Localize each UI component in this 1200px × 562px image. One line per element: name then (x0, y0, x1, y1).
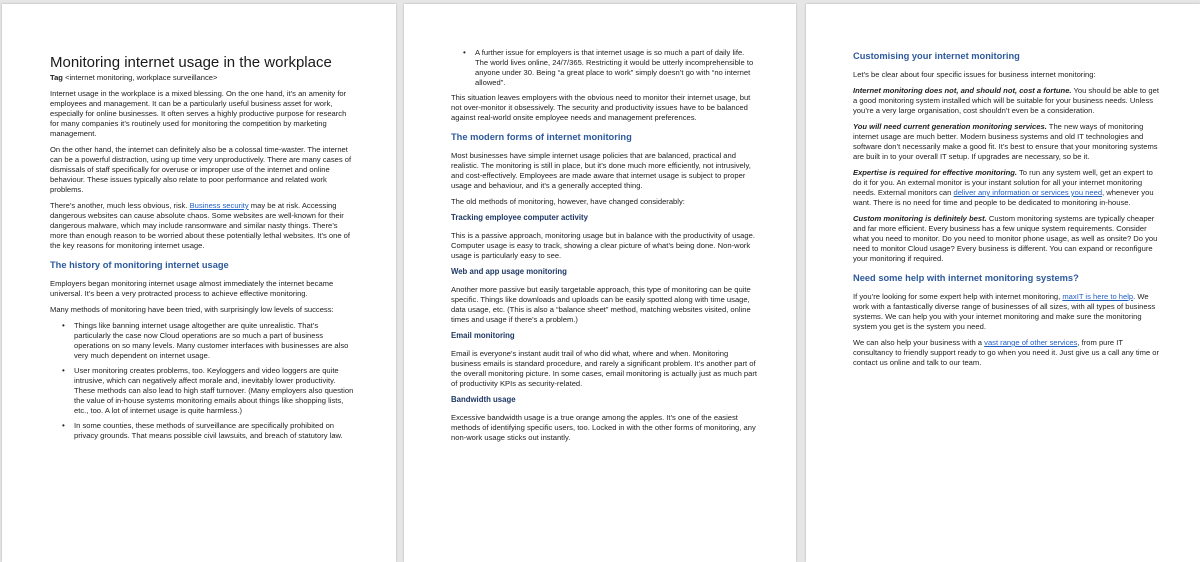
document-page-3 (806, 4, 1200, 562)
paragraph: Let’s be clear about four specific issues for business internet monitoring: (853, 70, 1096, 79)
text-span: You should be able to get a good monitoring system installed which will be suitable for your business needs. Unless you’re a very large organisation, cost shouldn’t even be a consideration. (853, 86, 1159, 115)
text-span: We can also help your business with a (853, 338, 985, 347)
paragraph: This is a passive approach, monitoring usage but in balance with the productivity of usage. Computer usage is easy to track, showing a clear picture of what’s being done. Non-work usage is particularly easy to see. (451, 231, 755, 260)
heading-web-app: Web and app usage monitoring (451, 267, 567, 276)
heading-email: Email monitoring (451, 331, 515, 340)
text-span: If you’re looking for some expert help with internet monitoring, (853, 292, 1063, 301)
deliver-services-link[interactable]: deliver any information or services you need (953, 188, 1103, 197)
bullet-list (50, 321, 354, 441)
document-title: Monitoring internet usage in the workplace (50, 54, 332, 71)
list-item: • Things like banning internet usage altogether are quite unrealistic. That’s particularly the case now Cloud operations are so much a part of business operations on so many levels. Many customer interfaces with businesses are also very much dependent on internet usage. (74, 321, 354, 361)
bold-lead: You will need current generation monitoring services. (853, 122, 1047, 131)
heading-modern-forms: The modern forms of internet monitoring (451, 132, 632, 142)
heading-need-help: Need some help with internet monitoring systems? (853, 273, 1079, 283)
paragraph (853, 214, 1160, 264)
paragraph (853, 86, 1160, 116)
bold-lead: Expertise is required for effective monitoring. (853, 168, 1018, 177)
tag-value: <internet monitoring, workplace surveillance> (65, 73, 218, 82)
text-span: Custom monitoring systems are typically cheaper and far more efficient. Every business has a few unique system requirements. Consider what you need to monitor. Do you need to monitor phone usage, as well as onsite? Do you need to monitor Cloud usage? Every business is different. You can expand or reconfigure your monitoring if required. (853, 214, 1158, 263)
tag-line (50, 73, 354, 83)
paragraph: Employers began monitoring internet usage almost immediately the internet became universal. It’s been a very protracted process to achieve effective monitoring. (50, 279, 334, 298)
paragraph: Another more passive but easily targetable approach, this type of monitoring can be quite specific. Things like downloads and uploads can be easily spotted along with time usage, data usage, etc. (This is also a “balance sheet” method, matching websites visited, online times and usage if there’s a problem.) (451, 285, 751, 324)
paragraph: On the other hand, the internet can definitely also be a colossal time-waster. The internet can be a powerful distraction, using up time very unproductively. There are many cases of dismissals of staff specifically for overuse or improper use of the internet and online behaviour. These issues typically also relate to poor performance and related work problems. (50, 145, 352, 194)
paragraph: Many methods of monitoring have been tried, with surprisingly low levels of success: (50, 305, 334, 314)
paragraph: Internet usage in the workplace is a mixed blessing. On the one hand, it’s an amenity for employees and management. It can be a particularly useful business asset for work, especially for online businesses. It often serves a highly productive purpose for research for many companies it’s routinely used for monitoring the competition by marketing management. (50, 89, 347, 138)
text-span: To run any system well, get an expert to do it for you. An external monitor is your instant solution for all your internet monitoring needs. External monitors can (853, 168, 1153, 197)
bullet-list (451, 48, 758, 88)
text-span: . We work with a fantastically diverse range of businesses of all sizes, with all types of business systems. We can help you with your internet monitoring and make sure the monitoring system you get is the system you need. (853, 292, 1156, 331)
text-span: may be at risk. Accessing dangerous websites can cause absolute chaos. Some websites are well-known for their dangerous malware, which may include ransomware and similar nasty things. There’s more than enough reason to be worried about these potentially lethal websites. It’s one of the key reasons for monitoring internet usage. (50, 201, 351, 250)
paragraph: Excessive bandwidth usage is a true orange among the apples. It’s one of the easiest methods of identifying specific users, too. Locked in with the other forms of monitoring, any non-work usage sticks out instantly. (451, 413, 756, 442)
list-item: • A further issue for employers is that internet usage is so much a part of daily life. The world lives online, 24/7/365. Restricting it would be utterly incomprehensible to anyone under 30. Being “a great place to work” simply doesn’t go with “no internet allowed”. (475, 48, 758, 88)
text-span: The new ways of monitoring internet usage are much better. Modern business systems and old IT technologies and software don’t necessarily make a good fit. It’s best to ensure that your monitoring systems are built in to your overall IT setup. If upgrades are necessary, so be it. (853, 122, 1158, 161)
paragraph: The old methods of monitoring, however, have changed considerably: (451, 197, 685, 206)
paragraph (853, 122, 1160, 162)
document-page-1 (2, 4, 396, 562)
bold-lead: Internet monitoring does not, and should not, cost a fortune. (853, 86, 1072, 95)
heading-history: The history of monitoring internet usage (50, 260, 229, 270)
paragraph (853, 338, 1160, 368)
heading-tracking: Tracking employee computer activity (451, 213, 588, 222)
text-span: , whenever you want. There is no need for time and people to be dedicated to monitoring in-house. (853, 188, 1154, 207)
list-item: • In some counties, these methods of surveillance are specifically prohibited on privacy grounds. That means possible civil lawsuits, and breach of statutory law. (74, 421, 354, 441)
paragraph: Most businesses have simple internet usage policies that are balanced, practical and realistic. The monitoring is still in place, but it’s done much more efficiently, not intrusively, and cost-effectively. Employees are made aware that internet usage is subject to proper usage and behaviour, and it’s a generally accepted thing. (451, 151, 751, 190)
bold-lead: Custom monitoring is definitely best. (853, 214, 987, 223)
paragraph (50, 201, 354, 251)
tag-label: Tag (50, 73, 63, 82)
paragraph (853, 292, 1160, 332)
paragraph: Email is everyone’s instant audit trail of who did what, where and when. Monitoring business emails is standard procedure, and rarely a significant problem. It’s another part of the overall monitoring picture. In some cases, email monitoring is actually just as much part of productivity KPIs as security-related. (451, 349, 757, 388)
paragraph (853, 168, 1160, 208)
text-span: There’s another, much less obvious, risk. (50, 201, 190, 210)
document-page-2 (404, 4, 796, 562)
heading-customising: Customising your internet monitoring (853, 51, 1020, 61)
list-item: • User monitoring creates problems, too. Keyloggers and video loggers are quite intrusive, which can negatively affect morale and, inevitably lower productivity. These methods can also lead to high staff turnover. (Many employers also question the value of in-house systems monitoring emails about things like shopping lists, etc., too. A lot of internet usage is quite harmless.) (74, 366, 354, 416)
other-services-link[interactable]: vast range of other services (984, 338, 1078, 347)
maxit-help-link[interactable]: maxIT is here to help (1062, 292, 1134, 301)
heading-bandwidth: Bandwidth usage (451, 395, 516, 404)
text-span: , from pure IT consultancy to friendly support ready to go when you need it. Just give us a call any time or contact us online and talk to our team. (853, 338, 1160, 367)
business-security-link[interactable]: Business security (189, 201, 249, 210)
paragraph: This situation leaves employers with the obvious need to monitor their internet usage, but not over-monitor it obsessively. The security and productivity issues have to be balanced against real-world onsite employee needs and management preferences. (451, 93, 751, 122)
